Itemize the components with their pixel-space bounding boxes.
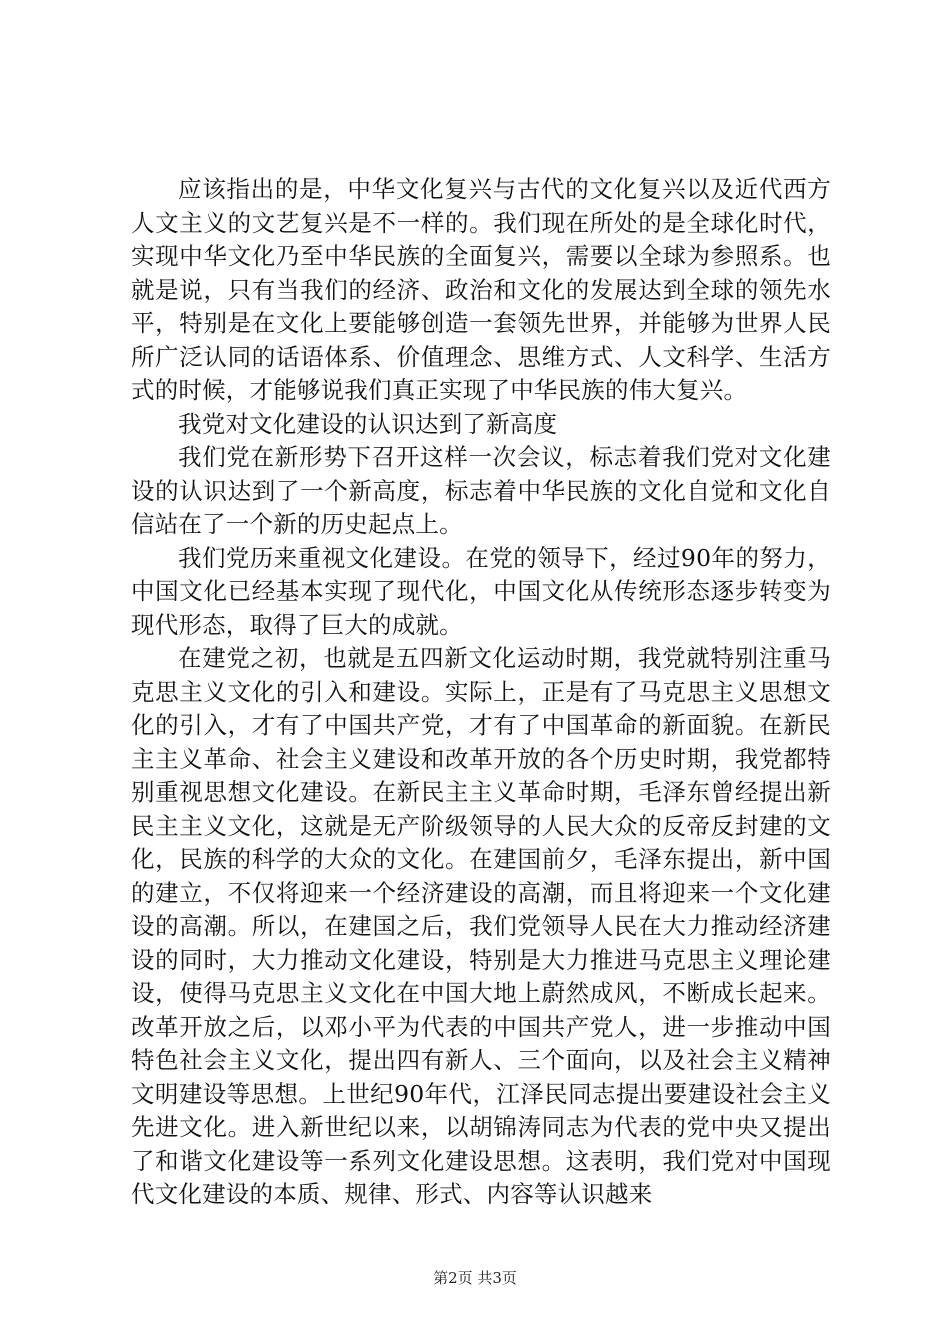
paragraph-2: 我们党在新形势下召开这样一次会议，标志着我们党对文化建设的认识达到了一个新高度，标志着中华民族的文化自觉和文化自信站在了一个新的历史起点上。 <box>131 443 831 538</box>
body-text <box>131 173 831 1212</box>
paragraph-4: 在建党之初，也就是五四新文化运动时期，我党就特别注重马克思主义文化的引入和建设。实际上，正是有了马克思主义思想文化的引入，才有了中国共产党，才有了中国革命的新面貌。在新民主主义革命、社会主义建设和改革开放的各个历史时期，我党都特别重视思想文化建设。在新民主主义革命时期，毛泽东曾经提出新民主主义文化，这就是无产阶级领导的人民大众的反帝反封建的文化，民族的科学的大众的文化。在建国前夕，毛泽东提出，新中国的建立，不仅将迎来一个经济建设的高潮，而且将迎来一个文化建设的高潮。所以，在建国之后，我们党领导人民在大力推动经济建设的同时，大力推动文化建设，特别是大力推进马克思主义理论建设，使得马克思主义文化在中国大地上蔚然成风，不断成长起来。改革开放之后，以邓小平为代表的中国共产党人，进一步推动中国特色社会主义文化，提出四有新人、三个面向，以及社会主义精神文明建设等思想。上世纪90年代，江泽民同志提出要建设社会主义先进文化。进入新世纪以来，以胡锦涛同志为代表的党中央又提出了和谐文化建设等一系列文化建设思想。这表明，我们党对中国现代文化建设的本质、规律、形式、内容等认识越来 <box>131 644 831 1208</box>
page-number-footer: 第2页 共3页 <box>433 1269 517 1287</box>
paragraph-1: 应该指出的是，中华文化复兴与古代的文化复兴以及近代西方人文主义的文艺复兴是不一样的。我们现在所处的是全球化时代，实现中华文化乃至中华民族的全面复兴，需要以全球为参照系。也就是说，只有当我们的经济、政治和文化的发展达到全球的领先水平，特别是在文化上要能够创造一套领先世界，并能够为世界人民所广泛认同的话语体系、价值理念、思维方式、人文科学、生活方式的时候，才能够说我们真正实现了中华民族的伟大复兴。 <box>131 175 831 404</box>
paragraph-3: 我们党历来重视文化建设。在党的领导下，经过90年的努力，中国文化已经基本实现了现代化，中国文化从传统形态逐步转变为现代形态，取得了巨大的成就。 <box>131 543 831 639</box>
section-heading: 我党对文化建设的认识达到了新高度 <box>178 409 558 438</box>
